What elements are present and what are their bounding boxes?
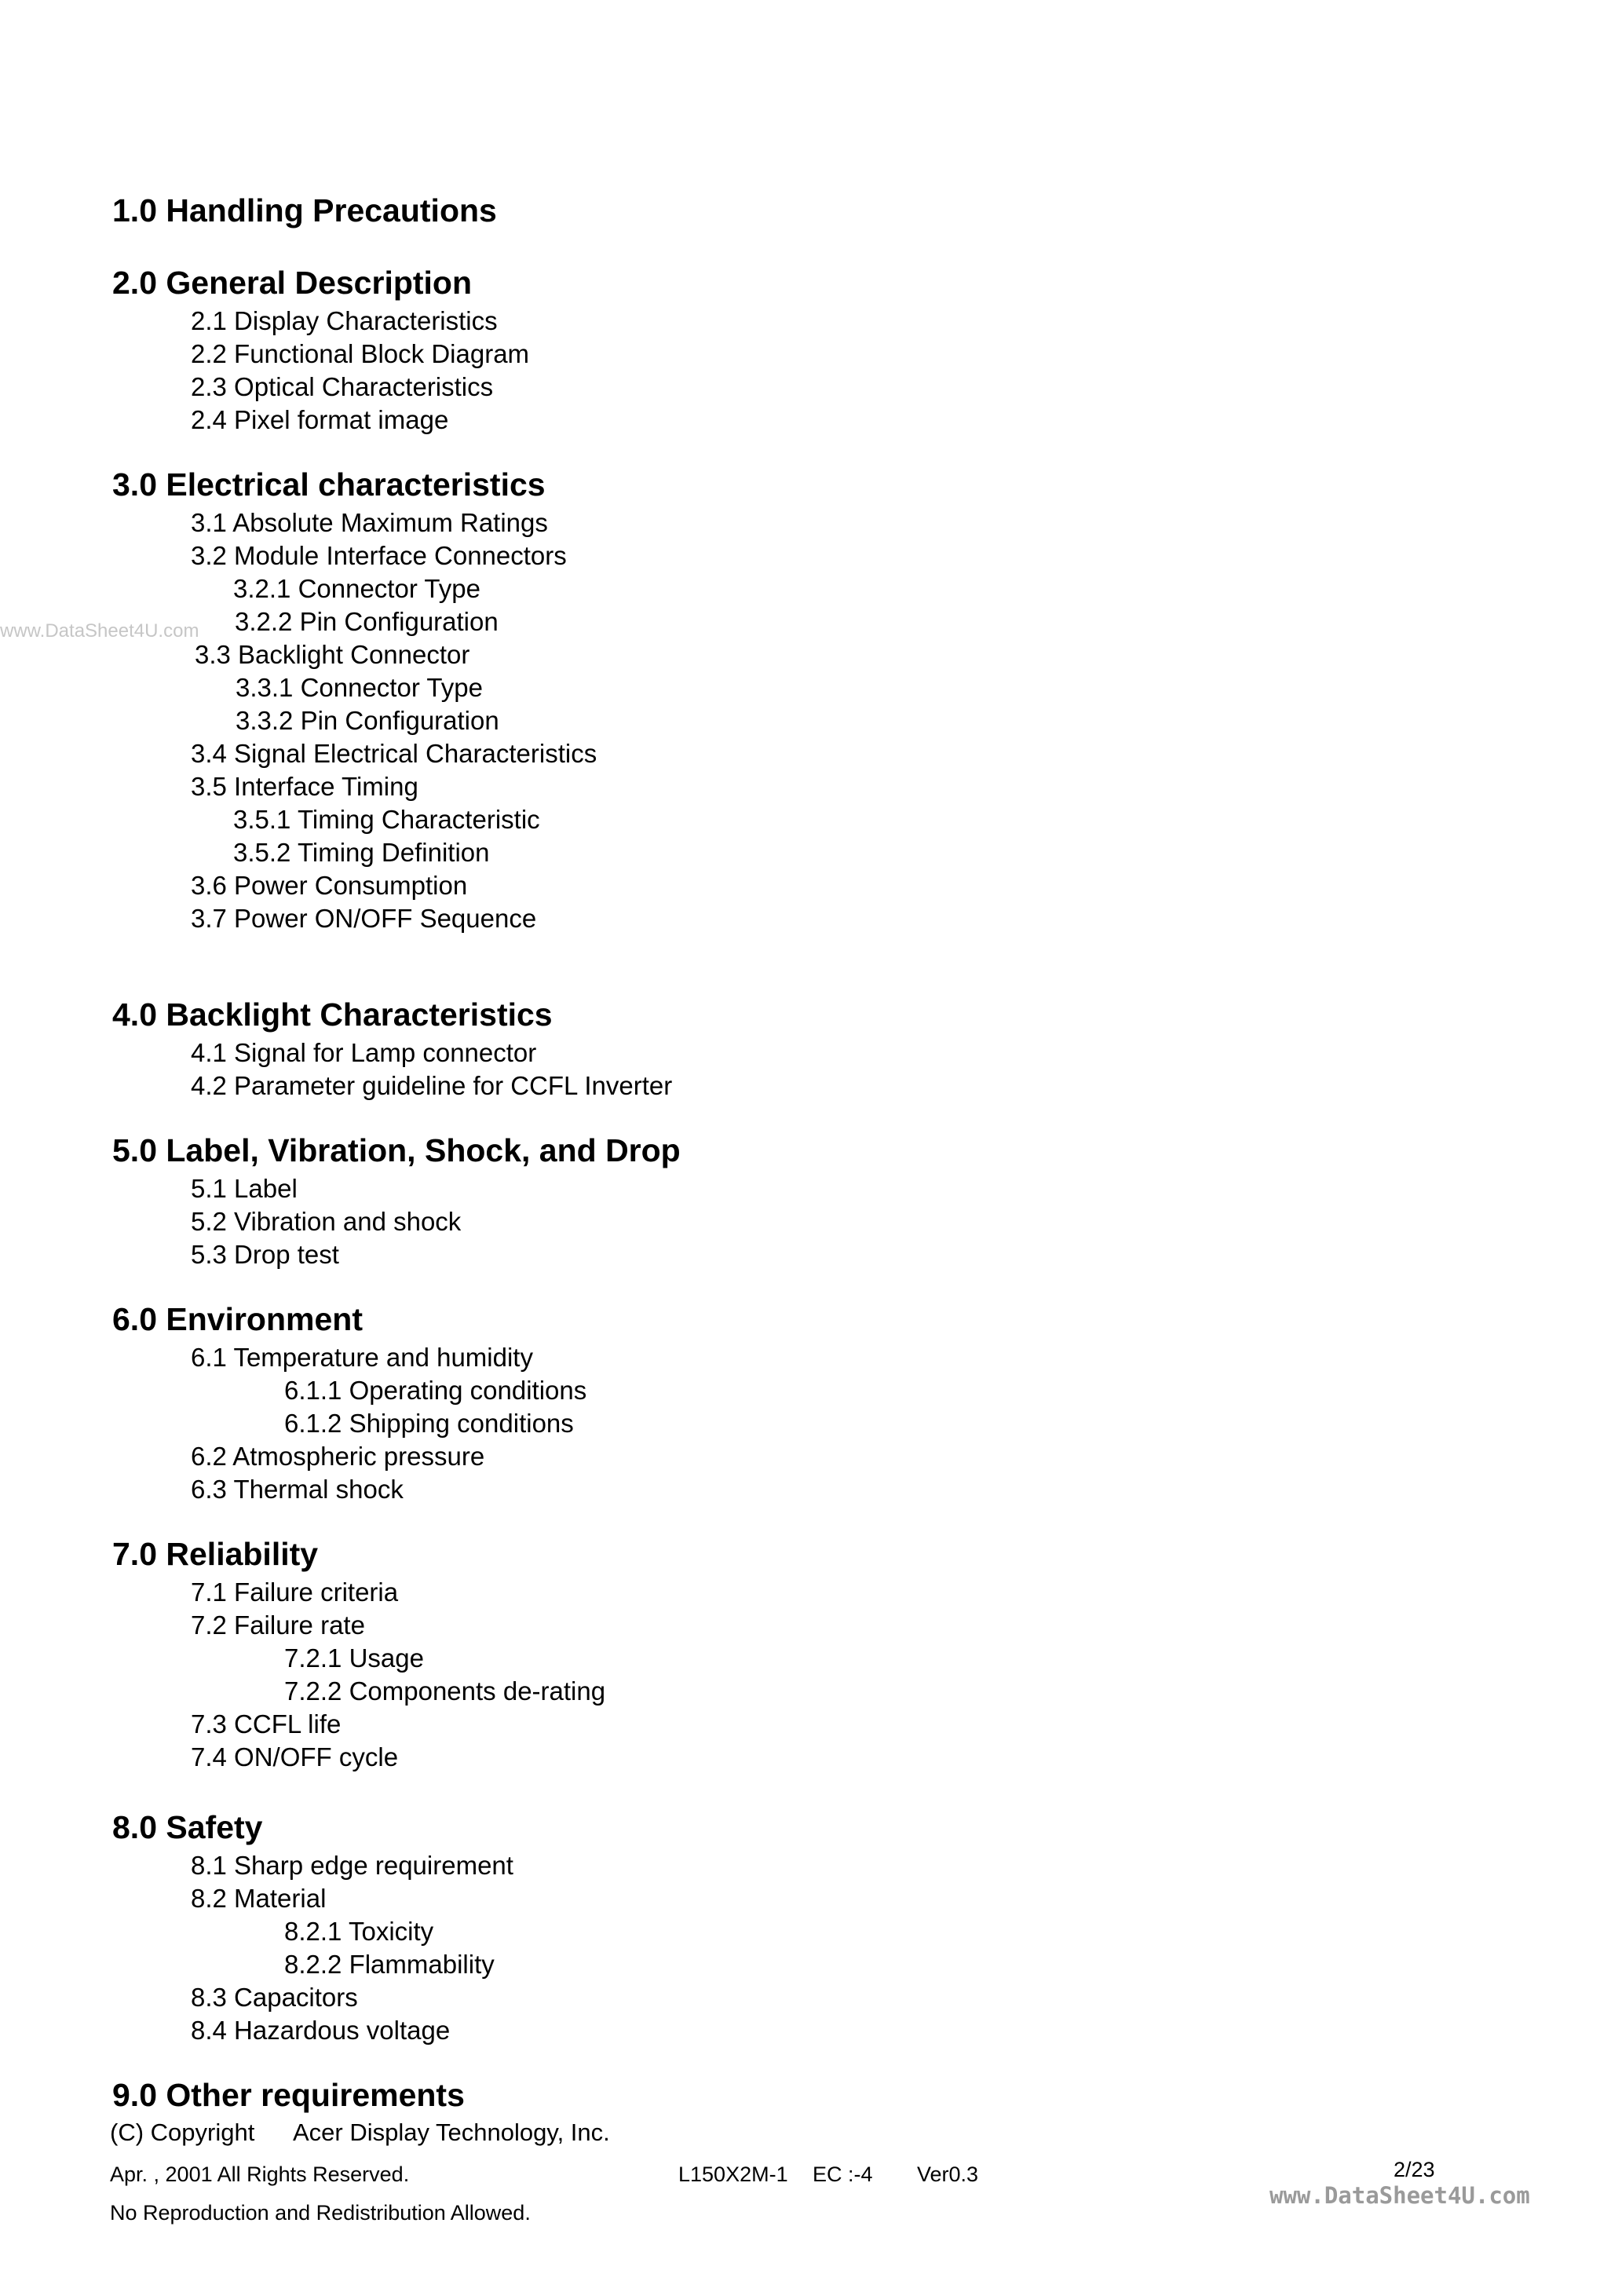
toc-item-5-3: 5.3 Drop test xyxy=(191,1240,339,1269)
toc-item-4-1: 4.1 Signal for Lamp connector xyxy=(191,1038,537,1067)
toc-item-3-3-1: 3.3.1 Connector Type xyxy=(236,673,483,702)
version: Ver0.3 xyxy=(917,2163,979,2186)
rights-notice: Apr. , 2001 All Rights Reserved. xyxy=(110,2163,410,2186)
toc-item-8-1: 8.1 Sharp edge requirement xyxy=(191,1851,513,1880)
toc-item-3-2-2: 3.2.2 Pin Configuration xyxy=(235,607,499,636)
ec-number: EC :-4 xyxy=(813,2163,873,2186)
toc-item-3-7: 3.7 Power ON/OFF Sequence xyxy=(191,904,537,933)
toc-item-5-1: 5.1 Label xyxy=(191,1174,298,1203)
toc-item-3-2-1: 3.2.1 Connector Type xyxy=(233,574,480,603)
toc-item-2-2: 2.2 Functional Block Diagram xyxy=(191,339,530,368)
toc-item-7-2-2: 7.2.2 Components de-rating xyxy=(284,1676,606,1706)
toc-item-3-6: 3.6 Power Consumption xyxy=(191,871,468,900)
toc-item-7-4: 7.4 ON/OFF cycle xyxy=(191,1742,399,1771)
toc-item-3-5-2: 3.5.2 Timing Definition xyxy=(233,838,490,867)
toc-item-3-1: 3.1 Absolute Maximum Ratings xyxy=(191,508,548,537)
toc-item-4-2: 4.2 Parameter guideline for CCFL Inverter xyxy=(191,1071,673,1100)
section-heading-8: 8.0 Safety xyxy=(112,1809,263,1845)
toc-item-6-3: 6.3 Thermal shock xyxy=(191,1475,404,1504)
toc-item-6-2: 6.2 Atmospheric pressure xyxy=(191,1442,485,1471)
section-heading-4: 4.0 Backlight Characteristics xyxy=(112,996,553,1033)
toc-item-3-5: 3.5 Interface Timing xyxy=(191,772,418,801)
toc-item-6-1-2: 6.1.2 Shipping conditions xyxy=(284,1409,574,1438)
toc-item-5-2: 5.2 Vibration and shock xyxy=(191,1207,462,1236)
watermark-left: www.DataSheet4U.com xyxy=(0,620,199,642)
toc-item-6-1-1: 6.1.1 Operating conditions xyxy=(284,1376,587,1405)
toc-item-8-2-1: 8.2.1 Toxicity xyxy=(284,1917,434,1946)
page-number: 2/23 xyxy=(1394,2158,1435,2181)
reproduction-notice: No Reproduction and Redistribution Allowed. xyxy=(110,2201,531,2225)
section-heading-5: 5.0 Label, Vibration, Shock, and Drop xyxy=(112,1132,681,1168)
toc-item-3-3: 3.3 Backlight Connector xyxy=(195,640,470,669)
toc-item-6-1: 6.1 Temperature and humidity xyxy=(191,1343,533,1372)
copyright-label: (C) Copyright xyxy=(110,2119,255,2146)
toc-item-3-4: 3.4 Signal Electrical Characteristics xyxy=(191,739,597,768)
toc-item-2-3: 2.3 Optical Characteristics xyxy=(191,372,494,401)
section-heading-3: 3.0 Electrical characteristics xyxy=(112,466,546,503)
toc-item-8-4: 8.4 Hazardous voltage xyxy=(191,2016,451,2045)
section-heading-1: 1.0 Handling Precautions xyxy=(112,192,497,229)
toc-item-7-3: 7.3 CCFL life xyxy=(191,1709,342,1738)
toc-item-8-3: 8.3 Capacitors xyxy=(191,1983,358,2012)
watermark-bottom: www.DataSheet4U.com xyxy=(1269,2182,1530,2209)
document-id: L150X2M-1 xyxy=(678,2163,788,2186)
toc-item-7-2-1: 7.2.1 Usage xyxy=(284,1643,424,1673)
toc-item-7-1: 7.1 Failure criteria xyxy=(191,1578,399,1607)
toc-item-3-2: 3.2 Module Interface Connectors xyxy=(191,541,567,570)
toc-item-7-2: 7.2 Failure rate xyxy=(191,1610,365,1640)
toc-item-2-4: 2.4 Pixel format image xyxy=(191,405,449,434)
toc-item-3-3-2: 3.3.2 Pin Configuration xyxy=(236,706,499,735)
toc-item-3-5-1: 3.5.1 Timing Characteristic xyxy=(233,805,540,834)
toc-item-2-1: 2.1 Display Characteristics xyxy=(191,306,498,335)
toc-item-8-2: 8.2 Material xyxy=(191,1884,327,1913)
section-heading-7: 7.0 Reliability xyxy=(112,1536,319,1572)
section-heading-2: 2.0 General Description xyxy=(112,265,473,301)
section-heading-6: 6.0 Environment xyxy=(112,1301,363,1337)
section-heading-9: 9.0 Other requirements xyxy=(112,2077,465,2113)
company-name: Acer Display Technology, Inc. xyxy=(293,2119,610,2146)
toc-item-8-2-2: 8.2.2 Flammability xyxy=(284,1950,495,1979)
